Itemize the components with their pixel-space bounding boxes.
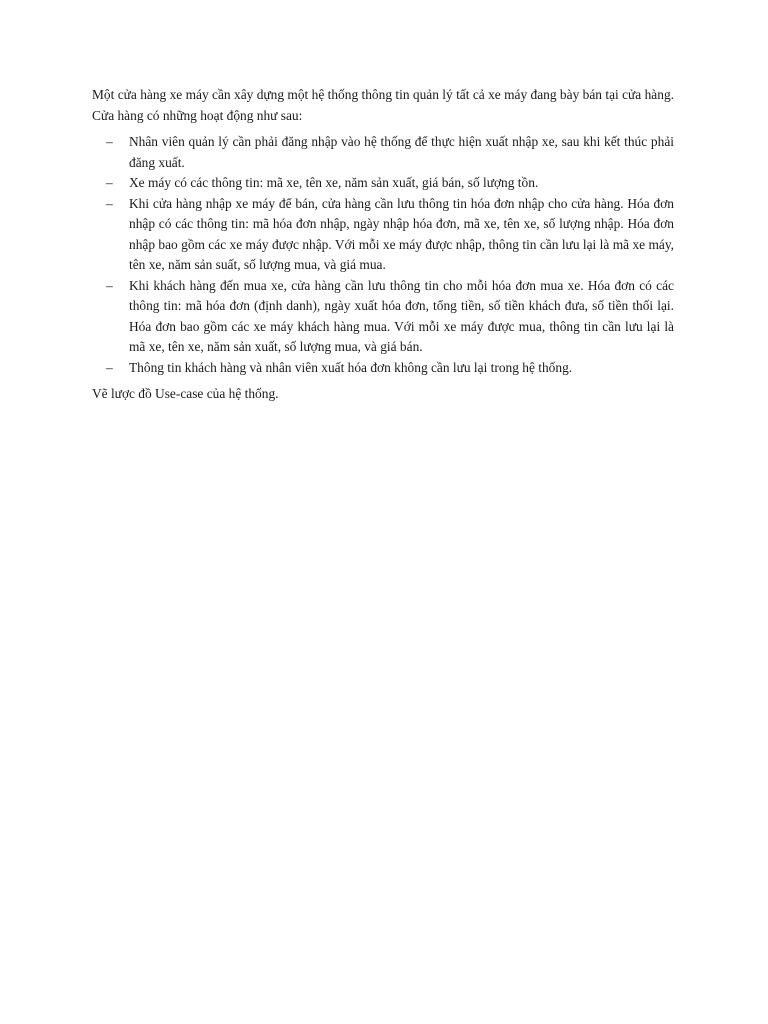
bullet-dash: – [106,134,113,149]
document-page [92,85,674,405]
bullet-dash: – [106,277,113,293]
list-item [92,194,674,276]
list-item [92,132,674,173]
list-item-text: Thông tin khách hàng và nhân viên xuất hóa đơn không cần lưu lại trong hệ thống. [129,359,573,375]
list-item-text: Xe máy có các thông tin: mã xe, tên xe, năm sản xuất, giá bán, số lượng tồn. [129,175,539,190]
list-item-text: Khi khách hàng đến mua xe, cửa hàng cần lưu thông tin cho mỗi hóa đơn mua xe. Hóa đơn có các thông tin: mã hóa đơn (định danh), ngày xuất hóa đơn, tổng tiền, số tiền khách đưa, số tiền thối lại. Hóa đơn bao gồm các xe máy khách hàng mua. Với mỗi xe máy được mua, thông tin cần lưu lại là mã xe, tên xe, năm sản xuất, số lượng mua, và giá bán. [129,277,674,354]
list-item-text: Khi cửa hàng nhập xe máy để bán, cửa hàng cần lưu thông tin hóa đơn nhập cho cửa hàng. Hóa đơn nhập có các thông tin: mã hóa đơn nhập, ngày nhập hóa đơn, mã xe, tên xe, số lượng nhập. Hóa đơn nhập bao gồm các xe máy được nhập. Với mỗi xe máy được nhập, thông tin cần lưu lại là mã xe máy, tên xe, năm sản suất, số lượng mua, và giá mua. [129,195,674,272]
list-item [92,173,674,194]
list-item [92,358,674,379]
bullet-dash: – [106,195,113,211]
list-item [92,276,674,358]
bullet-dash: – [106,359,113,375]
closing-paragraph: Vẽ lược đồ Use-case của hệ thống. [92,386,279,401]
intro-paragraph: Một cửa hàng xe máy cần xây dựng một hệ thống thông tin quản lý tất cả xe máy đang bày bán tại cửa hàng. Cửa hàng có những hoạt động như sau: [92,87,674,123]
requirements-list [92,132,674,378]
bullet-dash: – [106,175,113,190]
list-item-text: Nhân viên quản lý cần phải đăng nhập vào hệ thống để thực hiện xuất nhập xe, sau khi kết thúc phải đăng xuất. [129,134,674,170]
